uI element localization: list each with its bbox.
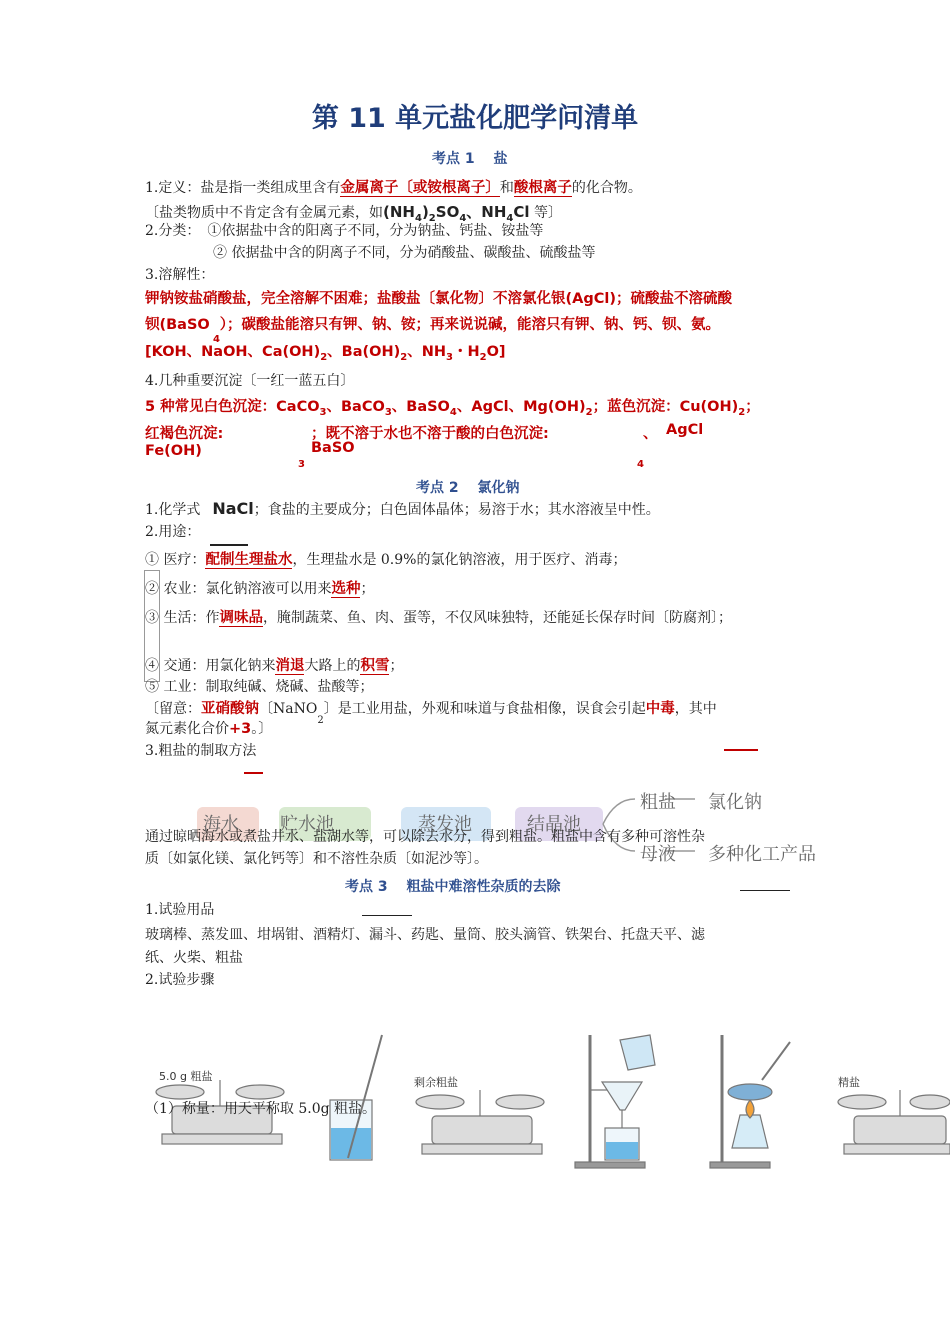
definition-prefix: 1.定义：盐是指一类组成里含有: [145, 180, 341, 196]
precipitate-sep: 、: [643, 426, 658, 442]
crude-salt-label: 3.粗盐的制取方法: [145, 743, 257, 759]
equipment-list-2: 纸、火柴、粗盐: [145, 950, 243, 966]
flow-sodium-chloride: 氯化钠: [708, 792, 762, 813]
use-label: 2.用途：: [145, 524, 201, 540]
rule-line-1: [740, 890, 790, 891]
equipment-label: 1.试验用品: [145, 902, 215, 918]
equipment-list-1: 玻璃棒、蒸发皿、坩埚钳、酒精灯、漏斗、药匙、量筒、胶头滴管、铁架台、托盘天平、滤: [145, 927, 705, 943]
use-industry: ⑤ 工业：制取纯碱、烧碱、盐酸等；: [145, 679, 374, 695]
nacl-formula: NaCl: [212, 499, 254, 518]
crude-salt-text-2: 质〔如氯化镁、氯化钙等〕和不溶性杂质〔如泥沙等〕。: [145, 851, 488, 867]
precipitate-red-brown: 红褐色沉淀:: [145, 426, 224, 442]
warning-line-2: 氮元素化合价+3。〕: [145, 721, 273, 737]
definition-mid: 和: [499, 180, 514, 196]
use-traffic: ④ 交通：用氯化钠来消退大路上的积雪；: [145, 658, 404, 674]
precipitate-label: 4.几种重要沉淀〔一红一蓝五白〕: [145, 373, 355, 389]
note-suffix: 等〕: [529, 205, 562, 221]
solubility-sub-4: 4: [213, 334, 220, 345]
blank-line-1: [724, 749, 758, 751]
flow-crystallization-pond: 结晶池: [527, 814, 581, 835]
image-label-refined-salt: 精盐: [838, 1076, 860, 1089]
definition-red-1: 金属离子〔或铵根离子〕: [340, 180, 500, 196]
section-heading-2: 考点 2 氯化钠: [416, 480, 520, 496]
flow-mother-liquor: 母液: [640, 844, 676, 865]
page-title: 第 11 单元盐化肥学问清单: [311, 103, 639, 134]
section-heading-1: 考点 1 盐: [432, 151, 508, 167]
flow-reservoir: 贮水池: [280, 814, 334, 835]
flow-evaporation-pond: 蒸发池: [418, 814, 472, 835]
classification-1: 2.分类： ①依据盐中含的阳离子不同，分为钠盐、钙盐、铵盐等: [145, 223, 544, 239]
flow-seawater: 海水: [203, 814, 239, 835]
rule-line-2: [362, 915, 412, 916]
precipitate-sub-4: 4: [637, 459, 644, 470]
classification-2: ② 依据盐中含的阴离子不同，分为硝酸盐、碳酸盐、硫酸盐等: [213, 245, 596, 261]
solubility-rule-1: 钾钠铵盐硝酸盐，完全溶解不困难；盐酸盐〔氯化物〕不溶氯化银(AgCl)；硫酸盐不溶硫酸: [145, 291, 732, 307]
crude-salt-text-1: 通过晾晒海水或煮盐井水、盐湖水等，可以除去水分，得到粗盐。粗盐中含有多种可溶性杂: [145, 829, 705, 845]
definition-red-2: 酸根离子: [513, 180, 572, 196]
precipitate-agcl: AgCl: [666, 422, 704, 438]
warning-line: 〔留意：亚硝酸钠〔NaNO$_2$〕是工业用盐，外观和味道与食盐相像，误食会引起中毒，其中: [145, 701, 717, 726]
flow-crude-salt: 粗盐: [640, 792, 676, 813]
precipitate-baso: BaSO: [311, 440, 355, 456]
steps-label: 2.试验步骤: [145, 972, 215, 988]
note-prefix: 〔盐类物质中不肯定含有金属元素，如: [145, 205, 383, 221]
image-label-crude-salt: 5.0 g 粗盐: [159, 1070, 213, 1083]
precipitate-sub-3: 3: [298, 459, 305, 470]
formula-line: 1.化学式 NaCl；食盐的主要成分；白色固体晶体；易溶于水；其水溶液呈中性。: [145, 499, 660, 518]
image-label-remaining-salt: 剩余粗盐: [414, 1076, 458, 1089]
use-life: ③ 生活：作调味品，腌制蔬菜、鱼、肉、蛋等，不仅风味独特，还能延长保存时间〔防腐剂〕；: [145, 610, 732, 626]
soluble-bases: [KOH、NaOH、$Ca(OH)_2$、$Ba(OH)_2$、$NH_3$・$H_2O$]: [145, 344, 506, 363]
solubility-label: 3.溶解性：: [145, 267, 215, 283]
use-medical: ① 医疗：配制生理盐水，生理盐水是 0.9%的氯化钠溶液，用于医疗、消毒；: [145, 552, 627, 568]
precipitate-feoh: Fe(OH): [145, 443, 202, 459]
precipitate-line-1: 5 种常见白色沉淀：CaCO$_3$、BaCO$_3$、BaSO$_4$、AgCl、$Mg(OH)_2$；蓝色沉淀：$Cu(OH)_2$；: [145, 399, 760, 418]
solubility-rule-2: 钡(BaSO ）；碳酸盐能溶只有钾、钠、铵；再来说说碱，能溶只有钾、钠、钙、钡、氨。: [145, 317, 720, 333]
definition-line: [145, 176, 642, 197]
formula-underline: [210, 544, 248, 546]
flow-chemical-products: 多种化工产品: [708, 844, 816, 865]
precipitate-insoluble: ；既不溶于水也不溶于酸的白色沉淀:: [311, 426, 549, 442]
definition-suffix: 的化合物。: [571, 180, 642, 196]
section-heading-3: 考点 3 粗盐中难溶性杂质的去除: [345, 879, 561, 895]
step-weighing: （1）称量：用天平称取 5.0g 粗盐。: [145, 1101, 377, 1117]
note-formula-1: $(NH_4)_2SO_4$、$NH_4Cl$: [383, 203, 530, 224]
use-agriculture: ② 农业：氯化钠溶液可以用来选种；: [145, 581, 375, 597]
blank-line-2: [244, 772, 263, 774]
